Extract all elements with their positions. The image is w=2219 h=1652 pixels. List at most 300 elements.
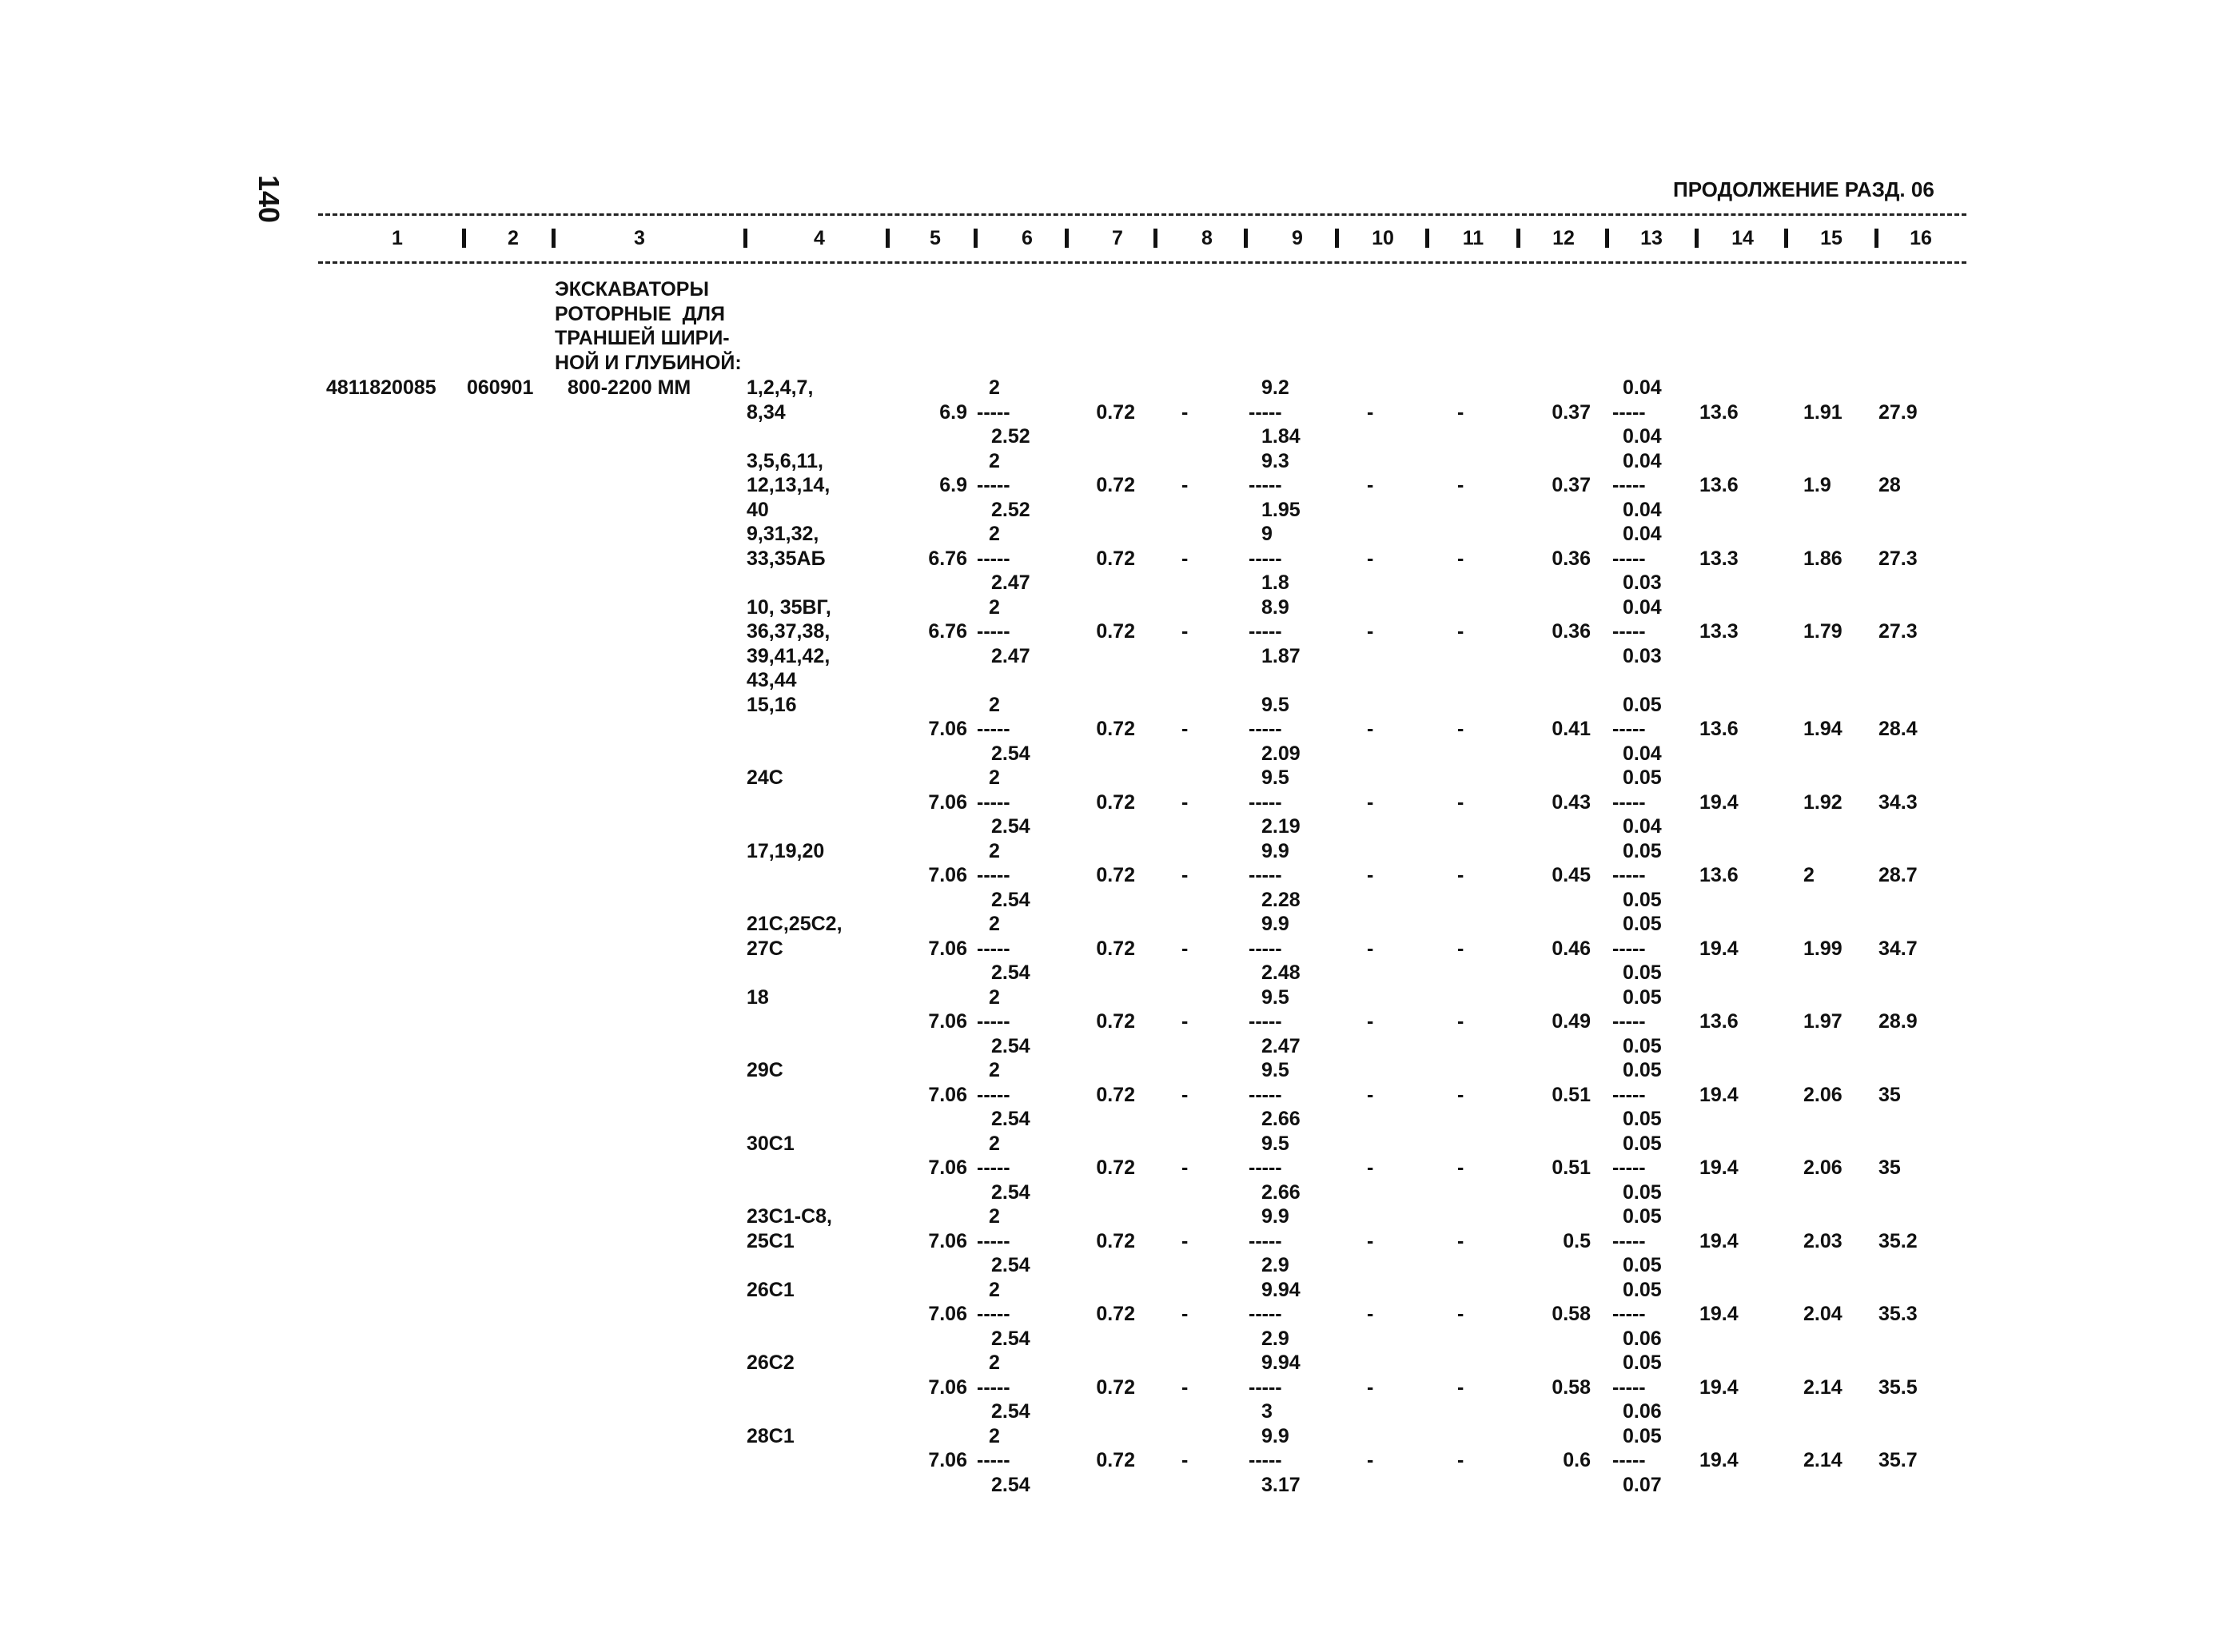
header-separator	[743, 229, 747, 248]
col5-value: 6.76	[928, 547, 967, 570]
col15-value: 1.94	[1803, 718, 1843, 740]
col6-fraction-bar: -----	[977, 1083, 1010, 1106]
col12-value: 0.37	[1552, 474, 1591, 496]
col13-denominator: 0.06	[1623, 1400, 1662, 1423]
col5-value: 7.06	[928, 1083, 967, 1106]
col6-denominator: 2.54	[991, 888, 1030, 911]
col4-designation: 23С1-С8,	[747, 1205, 832, 1228]
col6-fraction-bar: -----	[977, 400, 1010, 424]
col4-designation: 43,44	[747, 669, 797, 691]
col13-fraction-bar: -----	[1612, 620, 1646, 643]
col13-fraction-bar: -----	[1612, 1375, 1646, 1399]
header-col-16: 16	[1910, 227, 1932, 249]
col9-fraction-bar: -----	[1249, 1229, 1282, 1252]
col4-designation: 27С	[747, 937, 783, 960]
col15-value: 1.99	[1803, 937, 1843, 960]
col15-value: 1.97	[1803, 1010, 1843, 1033]
header-col-10: 10	[1372, 227, 1394, 249]
group-name-line: НОЙ И ГЛУБИНОЙ:	[555, 351, 742, 374]
col16-value: 27.9	[1878, 400, 1918, 424]
header-col-11: 11	[1462, 227, 1484, 249]
col9-fraction-bar: -----	[1249, 1449, 1282, 1471]
col6-denominator: 2.47	[991, 571, 1030, 594]
col13-fraction-bar: -----	[1612, 790, 1646, 814]
col7-value: 0.72	[1096, 400, 1135, 424]
col6-fraction-bar: -----	[977, 1449, 1010, 1471]
col13-fraction-bar: -----	[1612, 864, 1646, 886]
section-continuation-title: ПРОДОЛЖЕНИЕ РАЗД. 06	[1673, 177, 1934, 201]
col6-denominator: 2.54	[991, 1400, 1030, 1423]
col6-fraction-bar: -----	[977, 1303, 1010, 1325]
col16-value: 28.4	[1878, 718, 1918, 740]
col11-value: -	[1457, 1010, 1464, 1033]
col16-value: 28.7	[1878, 864, 1918, 886]
header-separator	[886, 229, 890, 248]
col9-fraction-bar: -----	[1249, 620, 1282, 643]
col13-denominator: 0.05	[1623, 888, 1662, 911]
col11-value: -	[1457, 1229, 1464, 1252]
header-col-1: 1	[392, 227, 403, 249]
col5-value: 7.06	[928, 1156, 967, 1179]
col11-value: -	[1457, 547, 1464, 570]
col7-value: 0.72	[1096, 718, 1135, 740]
col9-denominator: 2.48	[1261, 961, 1301, 984]
group-name-line: ЭКСКАВАТОРЫ	[555, 278, 709, 301]
col6-numerator: 2	[989, 839, 1000, 862]
group-name-line: ТРАНШЕЙ ШИРИ-	[555, 327, 730, 349]
col8-value: -	[1181, 620, 1189, 643]
header-separator	[552, 229, 556, 248]
col13-fraction-bar: -----	[1612, 1010, 1646, 1033]
col4-designation: 12,13,14,	[747, 474, 831, 496]
col9-denominator: 2.9	[1261, 1254, 1289, 1276]
col13-fraction-bar: -----	[1612, 1229, 1646, 1252]
col15-value: 1.86	[1803, 547, 1843, 570]
col13-fraction-bar: -----	[1612, 1083, 1646, 1106]
col11-value: -	[1457, 864, 1464, 886]
col4-designation: 18	[747, 985, 769, 1009]
col4-designation: 1,2,4,7,	[747, 376, 814, 399]
col15-value: 1.9	[1803, 474, 1831, 496]
col10-value: -	[1367, 400, 1374, 424]
col13-fraction-bar: -----	[1612, 474, 1646, 496]
col7-value: 0.72	[1096, 937, 1135, 960]
col14-value: 13.6	[1699, 864, 1739, 886]
col9-denominator: 2.9	[1261, 1327, 1289, 1350]
header-col-13: 13	[1640, 227, 1663, 249]
col10-value: -	[1367, 1449, 1374, 1471]
col15-value: 2.06	[1803, 1083, 1843, 1106]
group-code-2: 060901	[467, 376, 534, 399]
col6-denominator: 2.54	[991, 1180, 1030, 1204]
col9-fraction-bar: -----	[1249, 474, 1282, 496]
col4-designation: 30С1	[747, 1132, 795, 1155]
col13-numerator: 0.05	[1623, 1278, 1662, 1301]
col9-numerator: 9	[1261, 523, 1273, 545]
header-separator	[1516, 229, 1520, 248]
col11-value: -	[1457, 1156, 1464, 1179]
col4-designation: 40	[747, 498, 769, 521]
header-col-2: 2	[508, 227, 519, 249]
col11-value: -	[1457, 1375, 1464, 1399]
col13-fraction-bar: -----	[1612, 937, 1646, 960]
col10-value: -	[1367, 474, 1374, 496]
header-separator	[462, 229, 466, 248]
col4-designation: 36,37,38,	[747, 620, 831, 643]
header-col-3: 3	[634, 227, 645, 249]
col8-value: -	[1181, 400, 1189, 424]
col11-value: -	[1457, 1303, 1464, 1325]
header-separator	[1335, 229, 1339, 248]
col9-fraction-bar: -----	[1249, 1010, 1282, 1033]
col5-value: 7.06	[928, 1229, 967, 1252]
col4-designation: 9,31,32,	[747, 523, 819, 545]
col6-denominator: 2.52	[991, 425, 1030, 448]
col14-value: 13.6	[1699, 474, 1739, 496]
col12-value: 0.46	[1552, 937, 1591, 960]
col13-denominator: 0.04	[1623, 425, 1662, 448]
col13-numerator: 0.05	[1623, 1132, 1662, 1155]
header-col-12: 12	[1552, 227, 1575, 249]
col14-value: 19.4	[1699, 1229, 1739, 1252]
col5-value: 6.76	[928, 620, 967, 643]
col6-numerator: 2	[989, 1278, 1000, 1301]
col10-value: -	[1367, 1156, 1374, 1179]
col9-numerator: 9.94	[1261, 1278, 1301, 1301]
col12-value: 0.43	[1552, 790, 1591, 814]
col8-value: -	[1181, 864, 1189, 886]
col13-numerator: 0.05	[1623, 693, 1662, 716]
col10-value: -	[1367, 547, 1374, 570]
col9-denominator: 2.66	[1261, 1180, 1301, 1204]
col9-numerator: 9.3	[1261, 449, 1289, 472]
col11-value: -	[1457, 937, 1464, 960]
group-code: 4811820085	[326, 376, 436, 399]
col12-value: 0.45	[1552, 864, 1591, 886]
col6-fraction-bar: -----	[977, 718, 1010, 740]
col13-denominator: 0.05	[1623, 961, 1662, 984]
col13-denominator: 0.06	[1623, 1327, 1662, 1350]
col16-value: 28	[1878, 474, 1901, 496]
col4-designation: 15,16	[747, 693, 797, 716]
col9-denominator: 1.8	[1261, 571, 1289, 594]
col6-denominator: 2.54	[991, 1034, 1030, 1057]
col16-value: 35	[1878, 1156, 1901, 1179]
col14-value: 13.3	[1699, 620, 1739, 643]
col4-designation: 3,5,6,11,	[747, 449, 823, 472]
col8-value: -	[1181, 1083, 1189, 1106]
col7-value: 0.72	[1096, 790, 1135, 814]
col8-value: -	[1181, 1375, 1189, 1399]
header-col-7: 7	[1112, 227, 1123, 249]
col7-value: 0.72	[1096, 547, 1135, 570]
col9-fraction-bar: -----	[1249, 864, 1282, 886]
col6-numerator: 2	[989, 1424, 1000, 1447]
header-separator	[1065, 229, 1069, 248]
col6-denominator: 2.54	[991, 1108, 1030, 1130]
header-top-rule	[318, 213, 1966, 216]
col4-designation: 24С	[747, 766, 783, 789]
header-separator	[1874, 229, 1878, 248]
header-col-15: 15	[1820, 227, 1843, 249]
col16-value: 35	[1878, 1083, 1901, 1106]
header-col-5: 5	[930, 227, 941, 249]
col13-numerator: 0.04	[1623, 376, 1662, 399]
col13-denominator: 0.04	[1623, 742, 1662, 765]
col6-denominator: 2.52	[991, 498, 1030, 521]
col9-fraction-bar: -----	[1249, 1156, 1282, 1179]
col8-value: -	[1181, 1303, 1189, 1325]
col9-denominator: 3	[1261, 1400, 1273, 1423]
col12-value: 0.58	[1552, 1375, 1591, 1399]
col13-denominator: 0.04	[1623, 498, 1662, 521]
col9-fraction-bar: -----	[1249, 1083, 1282, 1106]
col6-denominator: 2.54	[991, 1473, 1030, 1496]
col14-value: 19.4	[1699, 937, 1739, 960]
col16-value: 35.3	[1878, 1303, 1918, 1325]
header-col-9: 9	[1292, 227, 1303, 249]
col10-value: -	[1367, 864, 1374, 886]
col15-value: 2.03	[1803, 1229, 1843, 1252]
col15-value: 2.14	[1803, 1449, 1843, 1471]
header-col-6: 6	[1022, 227, 1033, 249]
col13-denominator: 0.05	[1623, 1254, 1662, 1276]
col9-denominator: 3.17	[1261, 1473, 1301, 1496]
col4-designation: 26С2	[747, 1351, 795, 1374]
col12-value: 0.41	[1552, 718, 1591, 740]
col13-fraction-bar: -----	[1612, 1156, 1646, 1179]
col6-numerator: 2	[989, 595, 1000, 619]
col12-value: 0.49	[1552, 1010, 1591, 1033]
col13-numerator: 0.05	[1623, 1351, 1662, 1374]
col9-denominator: 2.09	[1261, 742, 1301, 765]
col13-denominator: 0.03	[1623, 571, 1662, 594]
col7-value: 0.72	[1096, 864, 1135, 886]
col8-value: -	[1181, 474, 1189, 496]
col7-value: 0.72	[1096, 1010, 1135, 1033]
col12-value: 0.58	[1552, 1303, 1591, 1325]
col10-value: -	[1367, 1083, 1374, 1106]
col13-numerator: 0.05	[1623, 1424, 1662, 1447]
col9-denominator: 2.47	[1261, 1034, 1301, 1057]
col5-value: 7.06	[928, 937, 967, 960]
col5-value: 7.06	[928, 1303, 967, 1325]
col6-numerator: 2	[989, 523, 1000, 545]
col11-value: -	[1457, 1449, 1464, 1471]
col6-numerator: 2	[989, 1351, 1000, 1374]
col9-fraction-bar: -----	[1249, 1303, 1282, 1325]
group-size-label: 800-2200 ММ	[568, 376, 691, 399]
col7-value: 0.72	[1096, 620, 1135, 643]
col13-numerator: 0.05	[1623, 985, 1662, 1009]
col4-designation: 10, 35ВГ,	[747, 595, 831, 619]
col7-value: 0.72	[1096, 1375, 1135, 1399]
col13-numerator: 0.04	[1623, 523, 1662, 545]
col11-value: -	[1457, 474, 1464, 496]
col12-value: 0.36	[1552, 547, 1591, 570]
col9-numerator: 9.9	[1261, 839, 1289, 862]
col9-fraction-bar: -----	[1249, 718, 1282, 740]
col5-value: 7.06	[928, 1449, 967, 1471]
col15-value: 2.04	[1803, 1303, 1843, 1325]
col7-value: 0.72	[1096, 1449, 1135, 1471]
col13-denominator: 0.04	[1623, 815, 1662, 838]
col9-numerator: 9.9	[1261, 1424, 1289, 1447]
col9-numerator: 9.9	[1261, 913, 1289, 935]
col15-value: 1.92	[1803, 790, 1843, 814]
col14-value: 13.6	[1699, 400, 1739, 424]
col9-fraction-bar: -----	[1249, 790, 1282, 814]
col10-value: -	[1367, 1010, 1374, 1033]
col6-fraction-bar: -----	[977, 937, 1010, 960]
col8-value: -	[1181, 1449, 1189, 1471]
col10-value: -	[1367, 1375, 1374, 1399]
col14-value: 13.3	[1699, 547, 1739, 570]
col14-value: 19.4	[1699, 1303, 1739, 1325]
col13-numerator: 0.05	[1623, 766, 1662, 789]
header-separator	[1605, 229, 1609, 248]
col10-value: -	[1367, 1229, 1374, 1252]
col16-value: 28.9	[1878, 1010, 1918, 1033]
col4-designation: 33,35АБ	[747, 547, 826, 570]
col8-value: -	[1181, 937, 1189, 960]
col13-numerator: 0.04	[1623, 595, 1662, 619]
header-separator	[974, 229, 978, 248]
col9-fraction-bar: -----	[1249, 400, 1282, 424]
col6-denominator: 2.54	[991, 742, 1030, 765]
col6-numerator: 2	[989, 766, 1000, 789]
col5-value: 7.06	[928, 1375, 967, 1399]
col6-fraction-bar: -----	[977, 547, 1010, 570]
col6-denominator: 2.54	[991, 815, 1030, 838]
col5-value: 6.9	[939, 474, 967, 496]
col9-fraction-bar: -----	[1249, 937, 1282, 960]
col6-numerator: 2	[989, 449, 1000, 472]
col13-numerator: 0.05	[1623, 1205, 1662, 1228]
col12-value: 0.6	[1563, 1449, 1591, 1471]
col5-value: 6.9	[939, 400, 967, 424]
col9-fraction-bar: -----	[1249, 547, 1282, 570]
group-name-line: РОТОРНЫЕ ДЛЯ	[555, 302, 725, 325]
col13-fraction-bar: -----	[1612, 1303, 1646, 1325]
col13-denominator: 0.07	[1623, 1473, 1662, 1496]
col4-designation: 29С	[747, 1059, 783, 1081]
col8-value: -	[1181, 790, 1189, 814]
col6-denominator: 2.54	[991, 1254, 1030, 1276]
col6-fraction-bar: -----	[977, 1010, 1010, 1033]
col13-denominator: 0.05	[1623, 1180, 1662, 1204]
col6-fraction-bar: -----	[977, 864, 1010, 886]
col15-value: 1.91	[1803, 400, 1843, 424]
col6-fraction-bar: -----	[977, 620, 1010, 643]
col8-value: -	[1181, 1229, 1189, 1252]
col6-fraction-bar: -----	[977, 474, 1010, 496]
col6-numerator: 2	[989, 913, 1000, 935]
header-col-8: 8	[1201, 227, 1213, 249]
col13-denominator: 0.05	[1623, 1108, 1662, 1130]
col6-denominator: 2.47	[991, 644, 1030, 667]
col9-numerator: 9.2	[1261, 376, 1289, 399]
col10-value: -	[1367, 620, 1374, 643]
col13-fraction-bar: -----	[1612, 1449, 1646, 1471]
col13-numerator: 0.05	[1623, 1059, 1662, 1081]
col6-numerator: 2	[989, 985, 1000, 1009]
col7-value: 0.72	[1096, 1083, 1135, 1106]
col13-fraction-bar: -----	[1612, 547, 1646, 570]
col6-numerator: 2	[989, 1205, 1000, 1228]
col7-value: 0.72	[1096, 474, 1135, 496]
col5-value: 7.06	[928, 1010, 967, 1033]
col6-denominator: 2.54	[991, 1327, 1030, 1350]
col14-value: 13.6	[1699, 718, 1739, 740]
col14-value: 13.6	[1699, 1010, 1739, 1033]
col8-value: -	[1181, 718, 1189, 740]
header-col-4: 4	[814, 227, 825, 249]
col13-numerator: 0.05	[1623, 913, 1662, 935]
header-separator	[1425, 229, 1429, 248]
header-separator	[1244, 229, 1248, 248]
col14-value: 19.4	[1699, 1375, 1739, 1399]
col9-denominator: 1.95	[1261, 498, 1301, 521]
col16-value: 27.3	[1878, 620, 1918, 643]
header-separator	[1695, 229, 1699, 248]
col5-value: 7.06	[928, 718, 967, 740]
col12-value: 0.37	[1552, 400, 1591, 424]
col9-denominator: 2.66	[1261, 1108, 1301, 1130]
col7-value: 0.72	[1096, 1229, 1135, 1252]
col4-designation: 17,19,20	[747, 839, 825, 862]
col4-designation: 28С1	[747, 1424, 795, 1447]
col6-numerator: 2	[989, 1132, 1000, 1155]
col6-fraction-bar: -----	[977, 1156, 1010, 1179]
col7-value: 0.72	[1096, 1303, 1135, 1325]
col12-value: 0.5	[1563, 1229, 1591, 1252]
col13-denominator: 0.05	[1623, 1034, 1662, 1057]
col14-value: 19.4	[1699, 1156, 1739, 1179]
col9-numerator: 9.9	[1261, 1205, 1289, 1228]
col16-value: 35.5	[1878, 1375, 1918, 1399]
col9-denominator: 2.19	[1261, 815, 1301, 838]
col9-numerator: 9.5	[1261, 1059, 1289, 1081]
col15-value: 2.14	[1803, 1375, 1843, 1399]
col13-fraction-bar: -----	[1612, 400, 1646, 424]
col12-value: 0.36	[1552, 620, 1591, 643]
col6-numerator: 2	[989, 1059, 1000, 1081]
col4-designation: 39,41,42,	[747, 644, 831, 667]
col11-value: -	[1457, 718, 1464, 740]
col13-numerator: 0.04	[1623, 449, 1662, 472]
col9-numerator: 9.94	[1261, 1351, 1301, 1374]
col6-numerator: 2	[989, 376, 1000, 399]
col6-denominator: 2.54	[991, 961, 1030, 984]
col13-fraction-bar: -----	[1612, 718, 1646, 740]
col16-value: 35.7	[1878, 1449, 1918, 1471]
col13-numerator: 0.05	[1623, 839, 1662, 862]
header-col-14: 14	[1731, 227, 1754, 249]
col10-value: -	[1367, 1303, 1374, 1325]
col6-fraction-bar: -----	[977, 1375, 1010, 1399]
col5-value: 7.06	[928, 790, 967, 814]
col9-numerator: 9.5	[1261, 1132, 1289, 1155]
header-bottom-rule	[318, 261, 1966, 264]
col12-value: 0.51	[1552, 1156, 1591, 1179]
col4-designation: 8,34	[747, 400, 786, 424]
col8-value: -	[1181, 1010, 1189, 1033]
col6-numerator: 2	[989, 693, 1000, 716]
header-separator	[1153, 229, 1157, 248]
col11-value: -	[1457, 790, 1464, 814]
header-separator	[1784, 229, 1788, 248]
